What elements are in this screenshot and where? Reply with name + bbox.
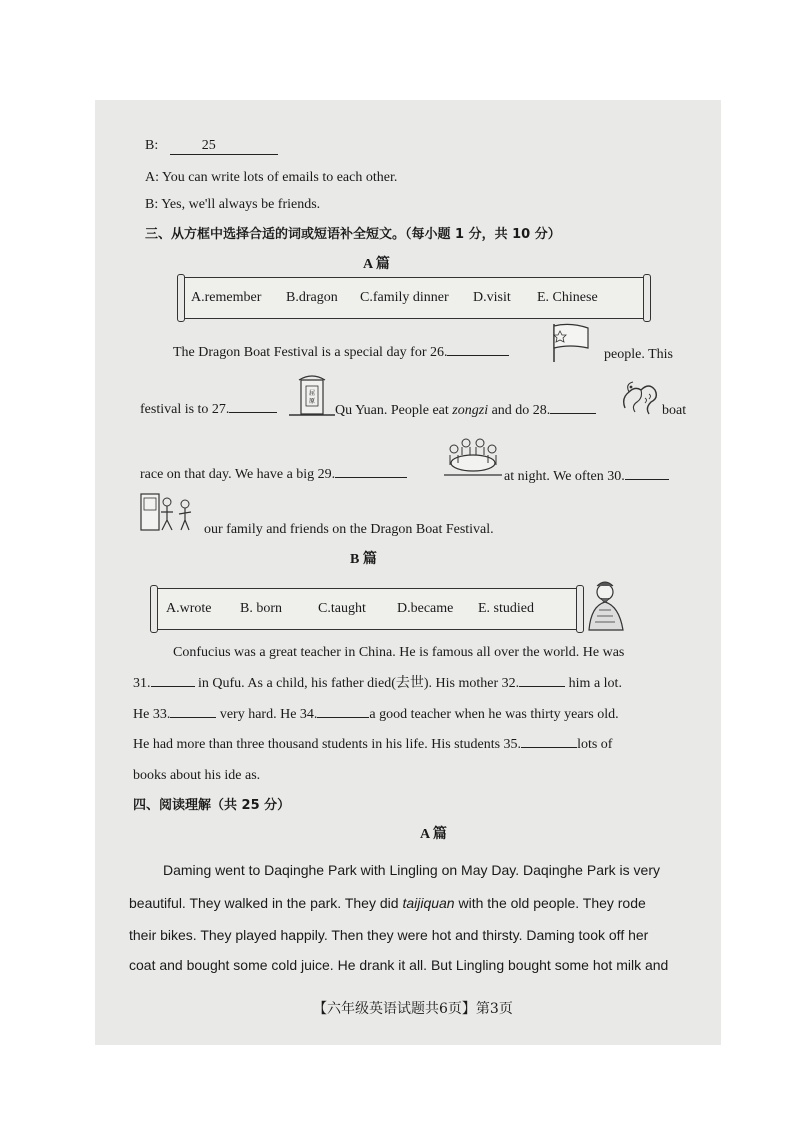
option-b: B. born	[240, 601, 282, 616]
word-box-a	[182, 277, 646, 319]
blank-31	[151, 686, 195, 687]
speaker-b: B:	[145, 138, 159, 153]
passageA-line3: race on that day. We have a big 29.	[140, 466, 407, 484]
passageB-line2: 31. in Qufu. As a child, his father died(去世). His mother 32. him a lot.	[133, 676, 622, 691]
passageA-line1-end: people. This	[604, 347, 673, 362]
page-footer: 【六年级英语试题共6页】第3页	[313, 1001, 513, 1017]
passageA-line1: The Dragon Boat Festival is a special day for 26.	[173, 344, 509, 362]
scroll-left	[177, 274, 185, 322]
option-c: C.family dinner	[360, 290, 449, 305]
word-box-b	[155, 588, 579, 630]
option-d: D.became	[397, 601, 454, 616]
option-e: E. Chinese	[537, 290, 598, 305]
dialogue-b2: B: Yes, we'll always be friends.	[145, 197, 321, 212]
tomb-text: 屈	[308, 390, 316, 397]
section4-partA-title: A 篇	[420, 827, 447, 842]
partA-title: A 篇	[363, 257, 390, 272]
blank-33	[170, 717, 216, 718]
svg-text:原: 原	[308, 398, 316, 405]
blank-27	[229, 412, 277, 413]
passageA-line3-end: at night. We often 30.	[504, 468, 669, 486]
option-a: A.remember	[191, 290, 262, 305]
reading-line3: their bikes. They played happily. Then they were hot and thirsty. Daming took off her	[129, 927, 649, 943]
option-a: A.wrote	[166, 601, 212, 616]
partB-title: B 篇	[350, 552, 377, 567]
dragon-icon	[619, 378, 661, 418]
section3-heading: 三、从方框中选择合适的词或短语补全短文。（每小题 1 分，共 10 分）	[145, 227, 561, 242]
reading-line1: Daming went to Daqinghe Park with Lingling on May Day. Daqinghe Park is very	[163, 862, 660, 878]
tomb-icon	[289, 374, 335, 418]
passageA-line2-end: boat	[662, 403, 687, 418]
blank-32	[519, 686, 565, 687]
blank-34	[317, 717, 369, 718]
passageA-line4: our family and friends on the Dragon Boat Festival.	[204, 522, 494, 537]
family-dinner-icon	[444, 433, 502, 477]
blank-35	[521, 747, 577, 748]
blank-28	[550, 413, 596, 414]
passageA-line2-mid: Qu Yuan. People eat zongzi and do 28.	[335, 402, 596, 420]
dialogue-b1	[145, 137, 278, 155]
option-b: B.dragon	[286, 290, 338, 305]
exam-page	[95, 100, 721, 1045]
blank-26	[447, 355, 509, 356]
dialogue-a: A: You can write lots of emails to each other.	[145, 170, 398, 185]
passageA-line2: festival is to 27.	[140, 401, 277, 419]
reading-line4: coat and bought some cold juice. He drank it all. But Lingling bought some hot milk and	[129, 957, 669, 973]
confucius-icon	[581, 580, 631, 632]
passageB-line4: He had more than three thousand students in his life. His students 35. lots of	[133, 737, 613, 752]
passageB-line5: books about his ide as.	[133, 768, 261, 783]
answer-blank-25: 25	[170, 138, 278, 155]
blank-29	[335, 477, 407, 478]
option-e: E. studied	[478, 601, 534, 616]
scroll-left	[150, 585, 158, 633]
blank-30	[625, 479, 669, 480]
reading-line2: beautiful. They walked in the park. They did taijiquan with the old people. They rode	[129, 895, 646, 911]
section4-heading: 四、阅读理解（共 25 分）	[133, 798, 291, 813]
passageB-line3: He 33. very hard. He 34. a good teacher when he was thirty years old.	[133, 707, 619, 722]
option-d: D.visit	[473, 290, 511, 305]
chinese-flag-icon	[550, 322, 592, 362]
visit-icon	[139, 492, 197, 534]
scroll-right	[643, 274, 651, 322]
passageB-line1: Confucius was a great teacher in China. He is famous all over the world. He was	[173, 645, 625, 660]
option-c: C.taught	[318, 601, 366, 616]
